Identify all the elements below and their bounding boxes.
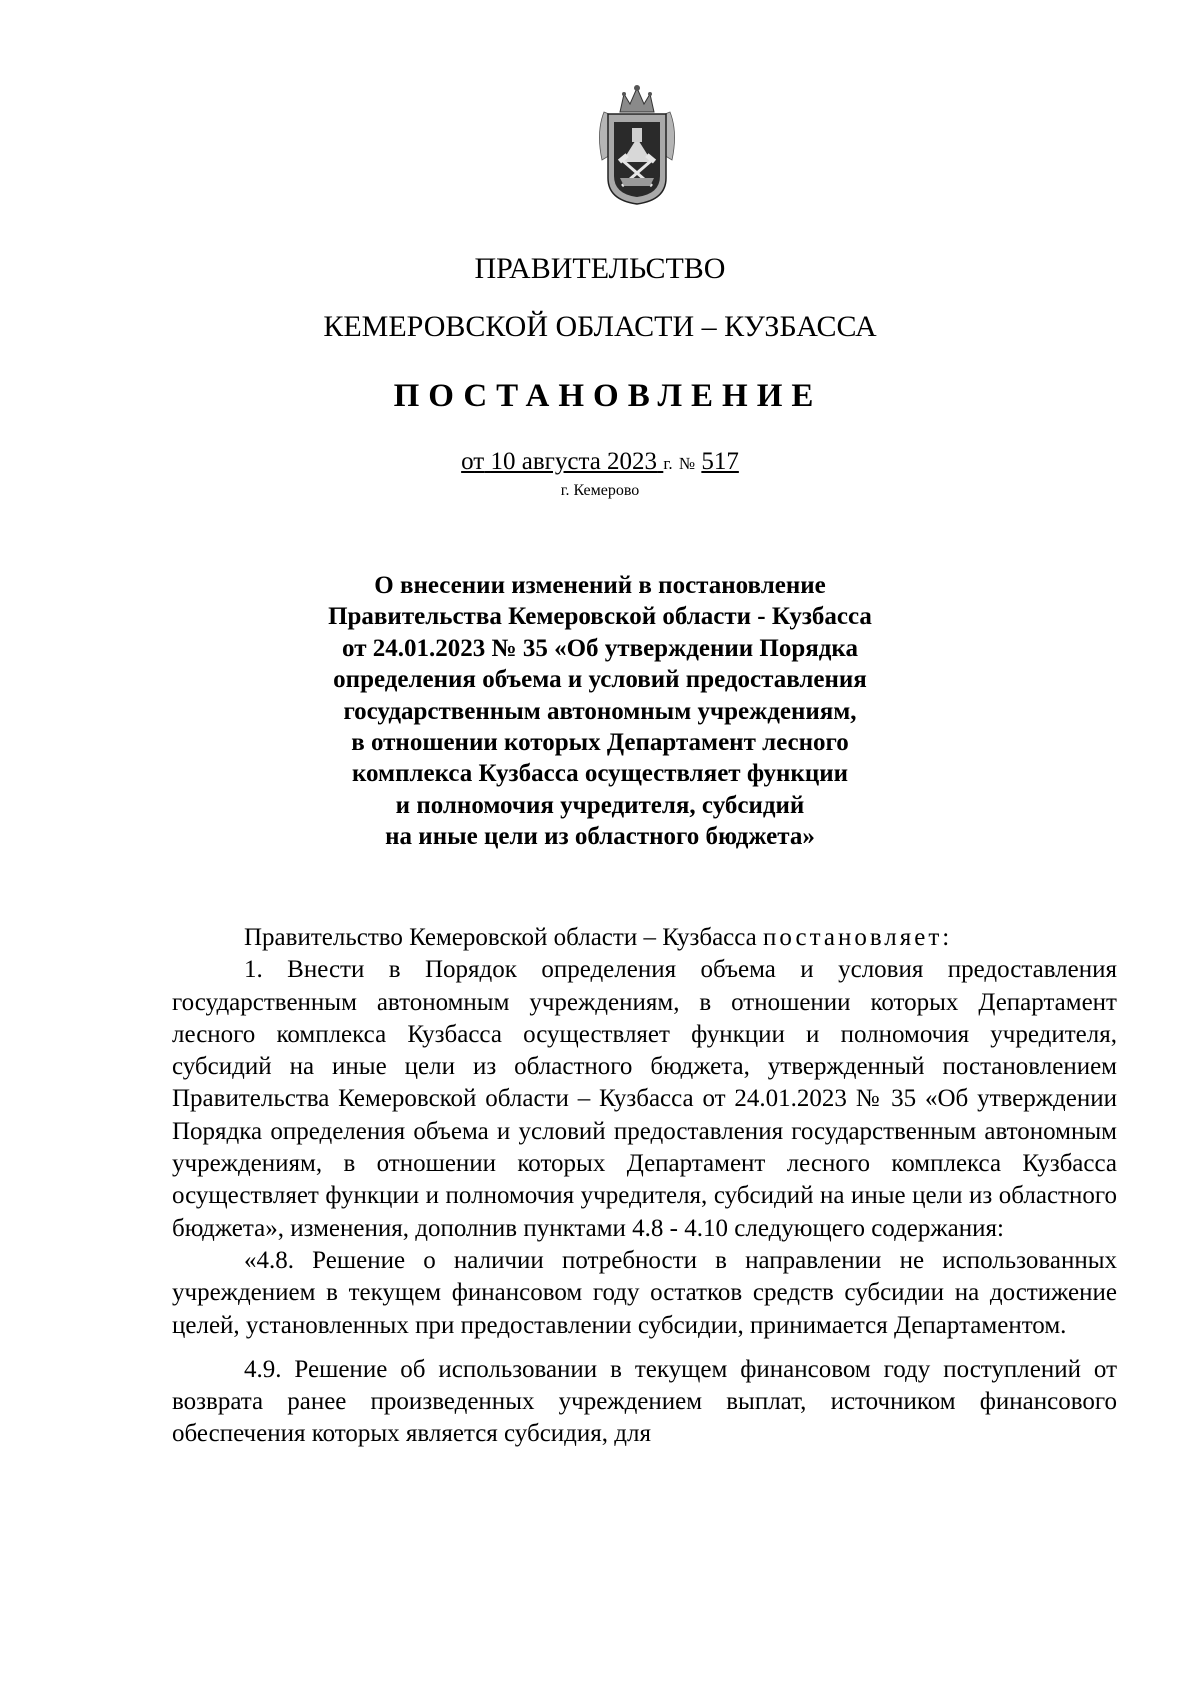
document-city: г. Кемерово	[560, 482, 640, 499]
paragraph-4-9: 4.9. Решение об использовании в текущем финансовом году поступлений от возврата ранее произведенных учреждением выплат, источником финансового обеспечения которых является субсидия, для	[172, 1355, 1117, 1448]
document-date-number	[0, 444, 1200, 482]
year-suffix: г.	[663, 454, 673, 473]
organization-name-line2: КЕМЕРОВСКОЙ ОБЛАСТИ – КУЗБАССА	[323, 310, 877, 343]
title-line: комплекса Кузбасса осуществляет функции	[351, 760, 849, 788]
title-line: в отношении которых Департамент лесного	[351, 729, 849, 757]
coat-of-arms-icon	[592, 82, 682, 207]
date-prefix: от	[461, 448, 485, 475]
document-number: 517	[701, 448, 739, 475]
title-line: определения объема и условий предоставления	[333, 666, 867, 694]
title-line: от 24.01.2023 № 35 «Об утверждении Порядка	[342, 634, 858, 662]
title-line: и полномочия учредителя, субсидий	[395, 791, 805, 819]
document-date: 10 августа 2023	[490, 448, 658, 475]
intro-paragraph	[172, 922, 1117, 954]
organization-name-line1: ПРАВИТЕЛЬСТВО	[474, 252, 726, 285]
title-line: Правительства Кемеровской области - Кузбасса	[328, 603, 872, 631]
intro-verb: постановляет:	[763, 924, 953, 951]
number-sign: №	[678, 454, 696, 473]
title-line: государственным автономным учреждениям,	[343, 697, 857, 725]
document-title	[300, 570, 900, 853]
paragraph-1: 1. Внести в Порядок определения объема и условия предоставления государственным автономным учреждениям, в отношении которых Департамент лесного комплекса Кузбасса осуществляет функции и полномочия учредителя, субсидий на иные цели из областного бюджета, утвержденный постановлением Правительства Кемеровской области – Кузбасса от 24.01.2023 № 35 «Об утверждении Порядка определения объема и условий предоставления государственным автономным учреждениям, в отношении которых Департамент лесного комплекса Кузбасса осуществляет функции и полномочия учредителя, субсидий на иные цели из областного бюджета», изменения, дополнив пунктами 4.8 - 4.10 следующего содержания:	[172, 956, 1117, 1242]
paragraph-4-8: «4.8. Решение о наличии потребности в направлении не использованных учреждением в текущем финансовом году остатков средств субсидии на достижение целей, установленных при предоставлении субсидии, принимается Департаментом.	[172, 1246, 1117, 1339]
title-line: О внесении изменений в постановление	[374, 572, 826, 599]
document-type-heading: ПОСТАНОВЛЕНИЕ	[393, 378, 823, 414]
document-body	[172, 922, 1117, 1451]
intro-text: Правительство Кемеровской области – Кузбасса	[244, 924, 757, 951]
title-line: на иные цели из областного бюджета»	[385, 823, 815, 851]
